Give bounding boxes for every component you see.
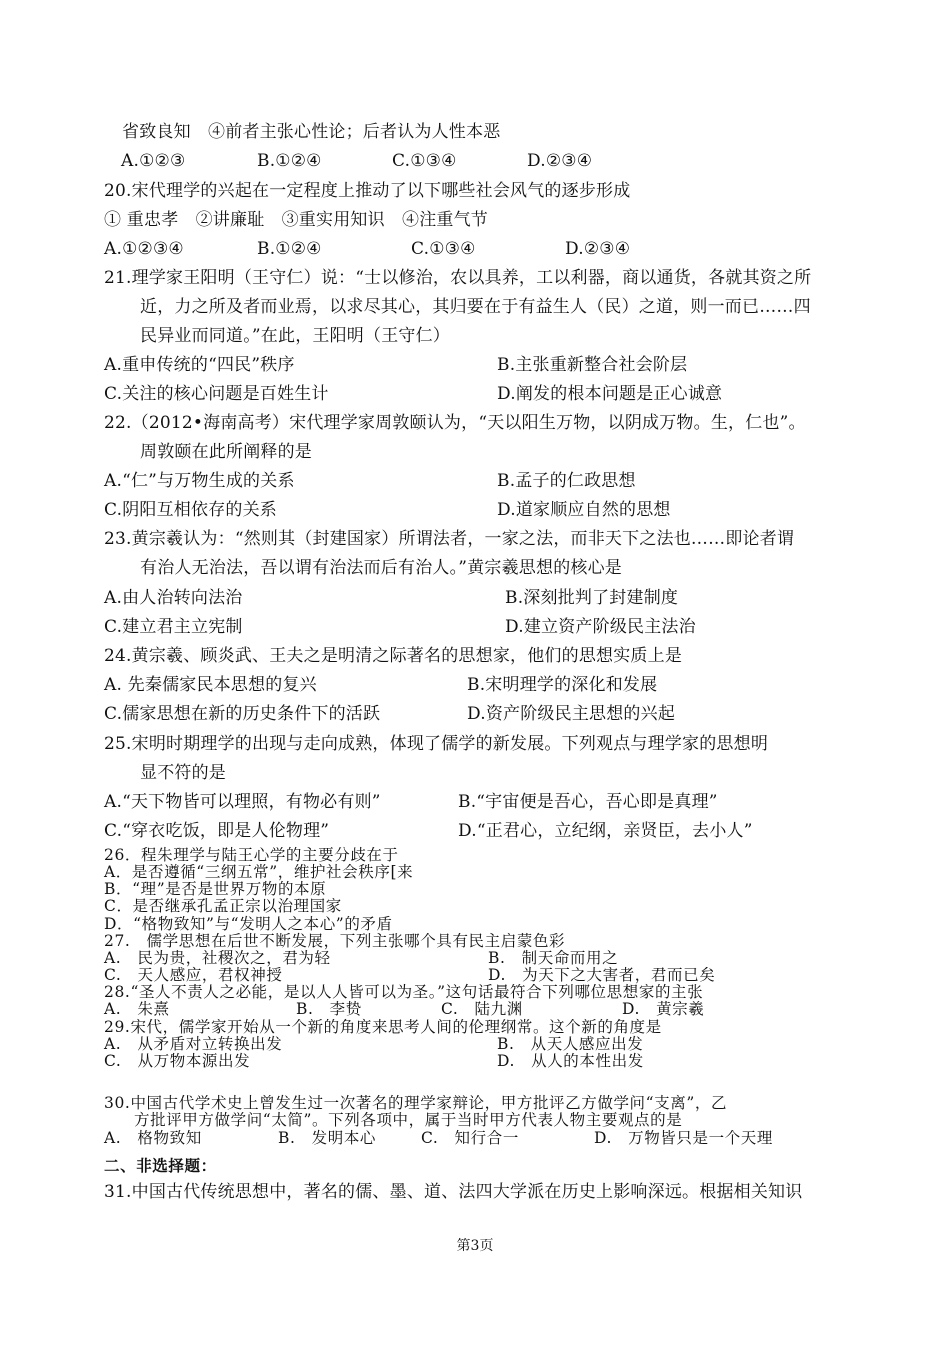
choice-c: C.关注的核心问题是百姓生计 [104, 384, 329, 404]
q20-items: ① 重忠孝 ②讲廉耻 ③重实用知识 ④注重气节 [104, 210, 489, 230]
q27-stem: 27. 儒学思想在后世不断发展，下列主张哪个具有民主启蒙色彩 [104, 932, 566, 950]
choice-b: B.①②④ [257, 239, 322, 259]
choice-b: B.①②④ [257, 151, 322, 171]
choice-d: D.阐发的根本问题是正心诚意 [497, 384, 723, 404]
choice-d: D. 从人的本性出发 [497, 1052, 644, 1070]
q19-option-line: 省致良知 ④前者主张心性论；后者认为人性本恶 [122, 122, 501, 142]
choice-b: B. 制天命而用之 [488, 949, 619, 967]
choice-b: B.宋明理学的深化和发展 [467, 675, 658, 695]
choice-d: D.②③④ [565, 239, 631, 259]
q21-stem: 21.理学家王阳明（王守仁）说：“士以修治，农以具养，工以利器，商以通货，各就其资之所 [104, 268, 812, 288]
q26-choice-b: B．“理”是否是世界万物的本原 [104, 880, 327, 898]
choice-a: A.由人治转向法治 [104, 588, 243, 608]
choice-d: D.建立资产阶级民主法治 [505, 617, 696, 637]
q21-stem-cont: 近，力之所及者而业焉，以求尽其心，其归要在于有益生人（民）之道，则一而已……四 [140, 297, 811, 317]
q21-stem-cont: 民异业而同道。”在此，王阳明（王守仁） [140, 326, 450, 346]
q30-stem: 30.中国古代学术史上曾发生过一次著名的理学家辩论，甲方批评乙方做学问“支离”，乙 [104, 1094, 728, 1112]
choice-a: A. 从矛盾对立转换出发 [104, 1035, 283, 1053]
q26-choice-c: C．是否继承孔孟正宗以治理国家 [104, 897, 342, 915]
q22-stem: 22.（2012•海南高考）宋代理学家周敦颐认为，“天以阳生万物，以阴成万物。生，仁也”。 [104, 413, 806, 433]
choice-a: A.①②③④ [104, 239, 184, 259]
q26-choice-a: A．是否遵循“三纲五常”，维护社会秩序[来 [104, 863, 414, 881]
choice-c: C.建立君主立宪制 [104, 617, 243, 637]
choice-d: D.资产阶级民主思想的兴起 [467, 704, 676, 724]
choice-c: C.儒家思想在新的历史条件下的活跃 [104, 704, 381, 724]
choice-d: D. 为天下之大害者，君而已矣 [488, 966, 716, 984]
choice-a: A.“天下物皆可以理照，有物必有则” [104, 792, 381, 812]
choice-a: A.①②③ [121, 151, 186, 171]
choice-c: C. 从万物本源出发 [104, 1052, 251, 1070]
choice-a: A. 民为贵，社稷次之，君为轻 [104, 949, 331, 967]
choice-c: C.①③④ [392, 151, 457, 171]
q23-stem-cont: 有治人无治法，吾以谓有治法而后有治人。”黄宗羲思想的核心是 [140, 558, 622, 578]
page-number: 第3页 [456, 1238, 494, 1254]
q30-stem-cont: 方批评甲方做学问“太简”。下列各项中，属于当时甲方代表人物主要观点的是 [134, 1111, 683, 1129]
choice-a: A. 朱熹 [104, 1000, 170, 1018]
choice-c: C.①③④ [411, 239, 476, 259]
choice-c: C. 陆九渊 [441, 1000, 523, 1018]
choice-b: B.“宇宙便是吾心，吾心即是真理” [458, 792, 718, 812]
q22-stem-cont: 周敦颐在此所阐释的是 [140, 442, 312, 462]
q20-stem: 20.宋代理学的兴起在一定程度上推动了以下哪些社会风气的逐步形成 [104, 181, 631, 201]
choice-d: D.“正君心，立纪纲，亲贤臣，去小人” [458, 821, 753, 841]
q24-stem: 24.黄宗羲、顾炎武、王夫之是明清之际著名的思想家，他们的思想实质上是 [104, 646, 683, 666]
q25-stem-cont: 显不符的是 [140, 763, 226, 783]
choice-b: B.深刻批判了封建制度 [505, 588, 679, 608]
choice-a: A.“仁”与万物生成的关系 [104, 471, 295, 491]
choice-b: B. 李贽 [296, 1000, 362, 1018]
choice-a: A.重申传统的“四民”秩序 [104, 355, 295, 375]
choice-d: D.道家顺应自然的思想 [497, 500, 671, 520]
q26-stem: 26．程朱理学与陆王心学的主要分歧在于 [104, 846, 399, 864]
choice-c: C. 天人感应，君权神授 [104, 966, 283, 984]
q26-choice-d: D．“格物致知”与“发明人之本心”的矛盾 [104, 915, 393, 933]
section-heading: 二、非选择题： [104, 1156, 217, 1175]
choice-c: C.“穿衣吃饭，即是人伦物理” [104, 821, 330, 841]
choice-d: D. 万物皆只是一个天理 [594, 1129, 774, 1147]
choice-a: A. 先秦儒家民本思想的复兴 [104, 675, 317, 695]
choice-c: C.阴阳互相依存的关系 [104, 500, 278, 520]
q25-stem: 25.宋明时期理学的出现与走向成熟，体现了儒学的新发展。下列观点与理学家的思想明 [104, 734, 769, 754]
q23-stem: 23.黄宗羲认为：“然则其（封建国家）所谓法者，一家之法，而非天下之法也……即论者谓 [104, 529, 795, 549]
q31-stem: 31.中国古代传统思想中，著名的儒、墨、道、法四大学派在历史上影响深远。根据相关知识 [104, 1182, 803, 1202]
q28-stem: 28.“圣人不责人之必能，是以人人皆可以为圣。”这句话最符合下列哪位思想家的主张 [104, 983, 704, 1001]
choice-a: A. 格物致知 [104, 1129, 202, 1147]
choice-b: B. 发明本心 [278, 1129, 377, 1147]
q29-stem: 29.宋代，儒学家开始从一个新的角度来思考人间的伦理纲常。这个新的角度是 [104, 1018, 662, 1036]
choice-d: D.②③④ [527, 151, 593, 171]
choice-b: B.孟子的仁政思想 [497, 471, 636, 491]
choice-c: C. 知行合一 [421, 1129, 519, 1147]
choice-d: D. 黄宗羲 [622, 1000, 705, 1018]
choice-b: B.主张重新整合社会阶层 [497, 355, 688, 375]
choice-b: B. 从天人感应出发 [497, 1035, 644, 1053]
